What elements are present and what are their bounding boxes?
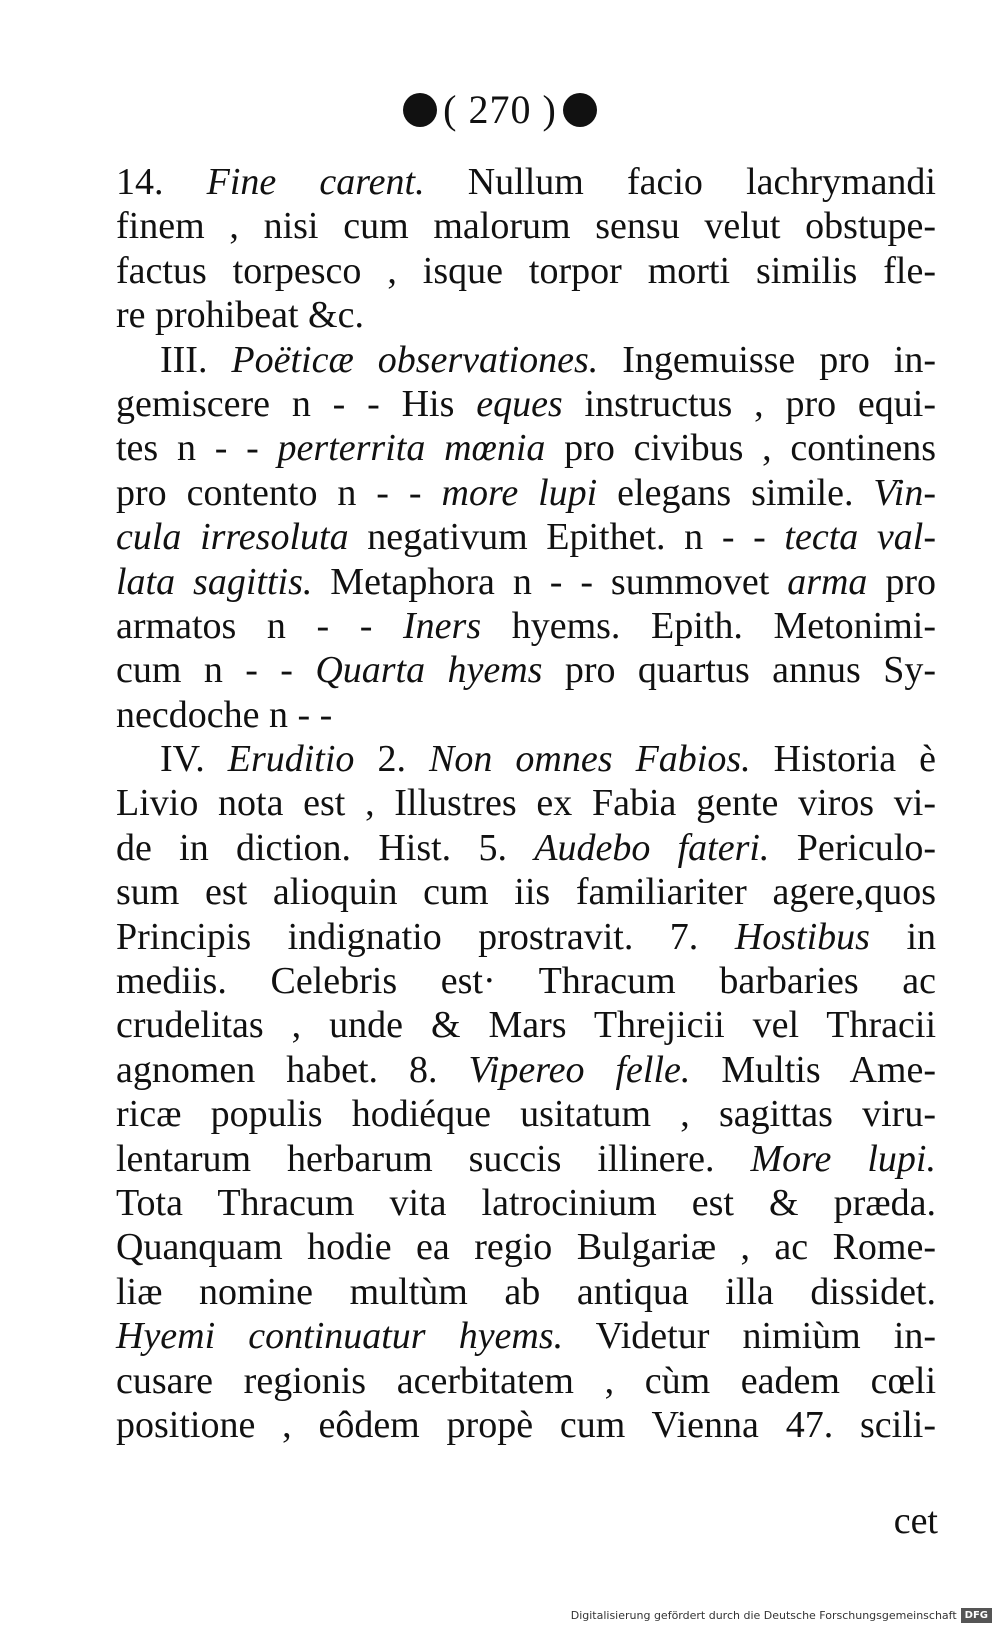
text-segment: agnomen habet. 8. — [116, 1048, 469, 1091]
text-segment: pro — [867, 560, 937, 603]
italic-text: Hostibus — [734, 915, 870, 958]
text-line — [116, 1092, 936, 1136]
text-line — [116, 781, 936, 825]
text-segment: Ingemuisse pro in- — [598, 338, 936, 381]
text-segment: lentarum herbarum succis illinere. — [116, 1137, 751, 1180]
text-segment: IV. — [160, 738, 228, 781]
text-line — [116, 560, 936, 604]
italic-text: perterrita mœnia — [277, 427, 546, 470]
page-number: ( 270 ) — [443, 87, 557, 132]
italic-text: Quarta hyems — [315, 649, 543, 692]
text-line — [116, 648, 936, 692]
text-line — [116, 382, 936, 426]
text-segment: pro contento n - - — [116, 471, 442, 514]
text-line — [116, 204, 936, 248]
text-segment: hyems. Epith. Metonimi- — [481, 604, 937, 647]
text-segment: Historia è — [750, 738, 937, 781]
text-segment: Metaphora n - - summovet — [312, 560, 788, 603]
text-line — [116, 338, 936, 382]
text-segment: 2. — [354, 738, 430, 781]
text-segment: elegans simile. — [597, 471, 874, 514]
text-line — [116, 1225, 936, 1269]
text-segment: III. — [160, 338, 232, 381]
text-line — [116, 870, 936, 914]
ornament-right-icon — [563, 93, 597, 127]
text-segment: 14. — [116, 161, 207, 203]
text-line — [116, 160, 936, 204]
italic-text: Eruditio — [227, 738, 355, 781]
text-line — [116, 1048, 936, 1092]
text-line — [116, 515, 936, 559]
italic-text: lata sagittis. — [116, 560, 313, 603]
text-line — [116, 1181, 936, 1225]
italic-text: arma — [787, 560, 868, 603]
italic-text: cula irresoluta — [116, 516, 349, 559]
italic-text: Poëticæ observationes. — [231, 338, 599, 381]
text-line — [116, 959, 936, 1003]
italic-text: Non omnes Fabios. — [429, 738, 751, 781]
text-line — [116, 1003, 936, 1047]
ornament-left-icon — [403, 93, 437, 127]
italic-text: tecta val- — [784, 516, 936, 559]
text-segment: Tota Thracum vita latrocinium est & præda. — [116, 1181, 936, 1224]
text-segment: ricæ populis hodiéque usitatum , sagittas viru- — [116, 1093, 936, 1136]
footer-text: Digitalisierung gefördert durch die Deutsche Forschungsgemeinschaft — [570, 1609, 957, 1622]
italic-text: more lupi — [441, 471, 598, 514]
text-segment: mediis. Celebris est· Thracum barbaries ac — [116, 960, 936, 1003]
italic-text: Audebo fateri. — [534, 826, 770, 869]
text-line — [116, 1359, 936, 1403]
text-segment: crudelitas , unde & Mars Threjicii vel Thracii — [116, 1004, 936, 1047]
text-segment: positione , eôdem propè cum Vienna 47. scili- — [116, 1403, 936, 1446]
text-segment: gemiscere n - - His — [116, 382, 477, 425]
text-line — [116, 1137, 936, 1181]
text-segment: re prohibeat &c. — [116, 294, 364, 337]
text-segment: cum n - - — [116, 649, 316, 692]
text-segment: factus torpesco , isque torpor morti similis fle- — [116, 249, 936, 292]
digitization-footer — [571, 1608, 992, 1623]
text-line — [116, 249, 936, 293]
text-segment: Nullum facio lachrymandi — [424, 161, 936, 203]
text-segment: negativum Epithet. n - - — [348, 516, 785, 559]
italic-text: Fine carent. — [206, 161, 425, 203]
text-line — [116, 471, 936, 515]
text-segment: Quanquam hodie ea regio Bulgariæ , ac Rome- — [116, 1226, 936, 1269]
text-line — [116, 915, 936, 959]
italic-text: eques — [476, 382, 563, 425]
text-segment: tes n - - — [116, 427, 278, 470]
italic-text: More lupi. — [750, 1137, 936, 1180]
italic-text: Vin- — [873, 471, 936, 514]
italic-text: Hyemi continuatur hyems. — [116, 1315, 564, 1358]
text-segment: pro civibus , continens — [545, 427, 936, 470]
catchword: cet — [893, 1500, 938, 1542]
text-line — [116, 1270, 936, 1314]
text-segment: cusare regionis acerbitatem , cùm eadem cœli — [116, 1359, 936, 1402]
text-segment: instructus , pro equi- — [562, 382, 936, 425]
dfg-logo: DFG — [961, 1608, 992, 1623]
text-line — [116, 293, 936, 337]
text-segment: armatos n - - — [116, 604, 404, 647]
text-line — [116, 826, 936, 870]
text-line — [116, 604, 936, 648]
text-segment: finem , nisi cum malorum sensu velut obstupe- — [116, 205, 936, 248]
text-segment: Principis indignatio prostravit. 7. — [116, 915, 735, 958]
text-line — [116, 1314, 936, 1358]
text-segment: liæ nomine multùm ab antiqua illa dissidet. — [116, 1270, 936, 1313]
text-segment: pro quartus annus Sy- — [542, 649, 937, 692]
text-segment: Periculo- — [769, 826, 937, 869]
italic-text: Vipereo felle. — [468, 1048, 691, 1091]
text-segment: in — [869, 915, 936, 958]
text-segment: Livio nota est , Illustres ex Fabia gente viros vi- — [116, 782, 936, 825]
text-line — [116, 1403, 936, 1447]
text-line — [116, 737, 936, 781]
text-segment: Videtur nimiùm in- — [563, 1315, 936, 1358]
page-header — [0, 86, 1000, 133]
italic-text: Iners — [403, 604, 482, 647]
text-line — [116, 693, 936, 737]
text-segment: sum est alioquin cum iis familiariter agere,quos — [116, 871, 936, 914]
text-line — [116, 426, 936, 470]
main-text-block — [116, 160, 936, 1447]
text-segment: necdoche n - - — [116, 693, 333, 736]
text-segment: Multis Ame- — [690, 1048, 936, 1091]
text-segment: de in diction. Hist. 5. — [116, 826, 535, 869]
